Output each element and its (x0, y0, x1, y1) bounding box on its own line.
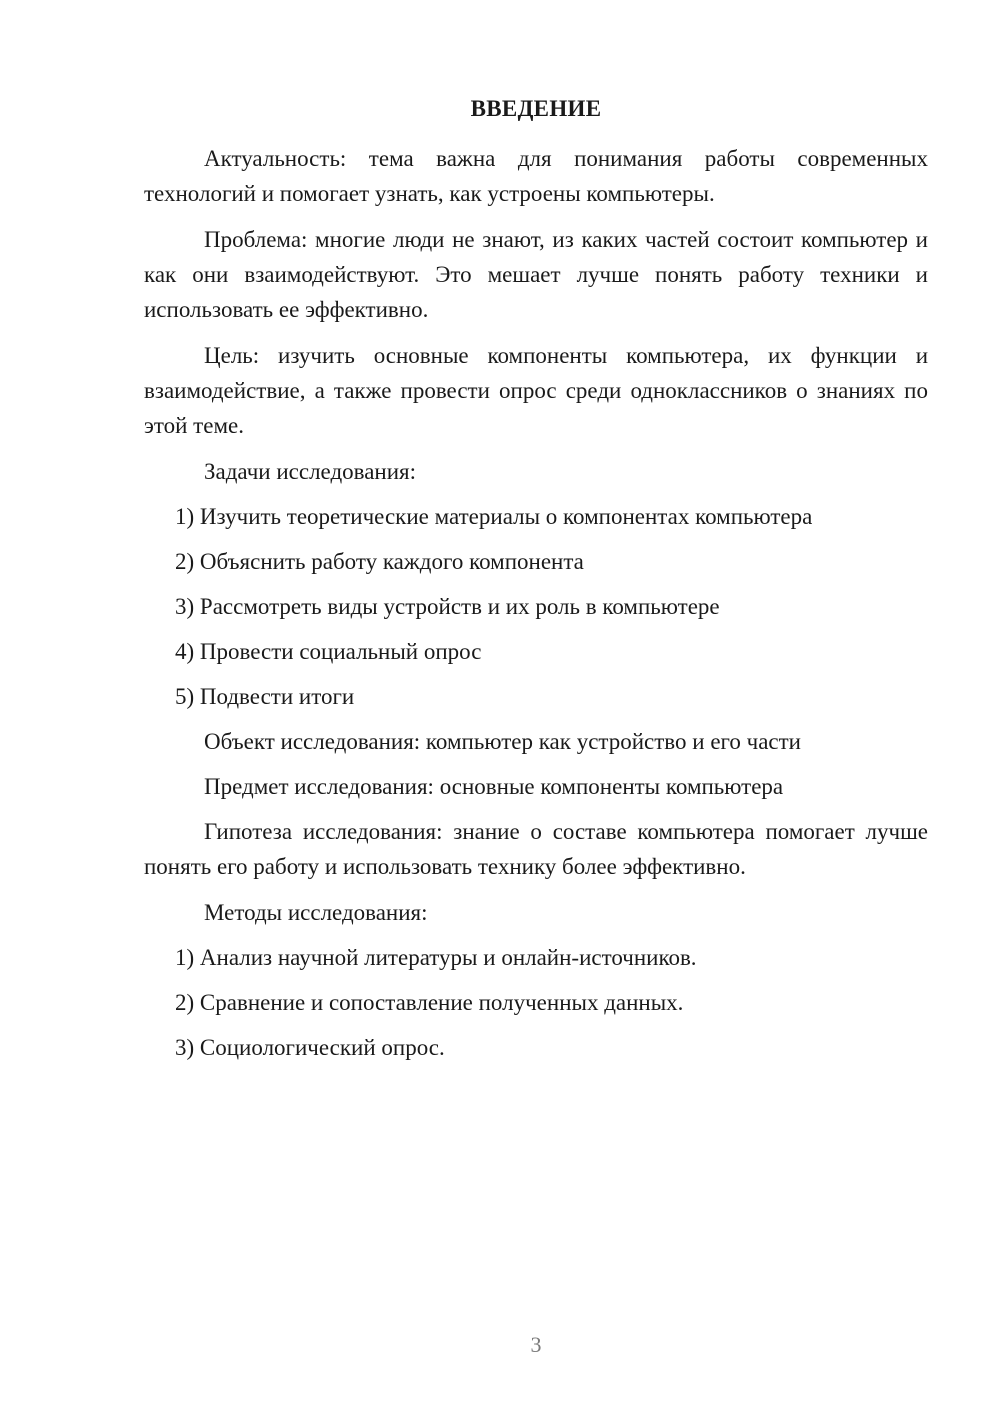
research-object: Объект исследования: компьютер как устройство и его части (204, 729, 801, 754)
hypothesis-paragraph: Гипотеза исследования: знание о составе компьютера помогает лучше понять его работу и использовать технику более эффективно. (144, 819, 928, 879)
page-title: ВВЕДЕНИЕ (470, 96, 602, 121)
task-item: 4) Провести социальный опрос (175, 639, 482, 664)
method-item: 3) Социологический опрос. (175, 1035, 445, 1060)
relevance-paragraph: Актуальность: тема важна для понимания работы современных технологий и помогает узнать, как устроены компьютеры. (144, 146, 928, 206)
methods-heading: Методы исследования: (204, 900, 428, 925)
method-item: 2) Сравнение и сопоставление полученных данных. (175, 990, 684, 1015)
research-subject: Предмет исследования: основные компоненты компьютера (204, 774, 784, 799)
task-item: 5) Подвести итоги (175, 684, 355, 709)
method-item: 1) Анализ научной литературы и онлайн-источников. (175, 945, 697, 970)
problem-paragraph: Проблема: многие люди не знают, из каких частей состоит компьютер и как они взаимодействуют. Это мешает лучше понять работу техники и использовать ее эффективно. (144, 227, 928, 322)
task-item: 2) Объяснить работу каждого компонента (175, 549, 584, 574)
page-number: 3 (530, 1332, 542, 1357)
tasks-heading: Задачи исследования: (204, 459, 417, 484)
document-body (144, 141, 928, 1075)
task-item: 3) Рассмотреть виды устройств и их роль в компьютере (175, 594, 720, 619)
task-item: 1) Изучить теоретические материалы о компонентах компьютера (175, 504, 813, 529)
goal-paragraph: Цель: изучить основные компоненты компьютера, их функции и взаимодействие, а также провести опрос среди одноклассников о знаниях по этой теме. (144, 343, 928, 438)
